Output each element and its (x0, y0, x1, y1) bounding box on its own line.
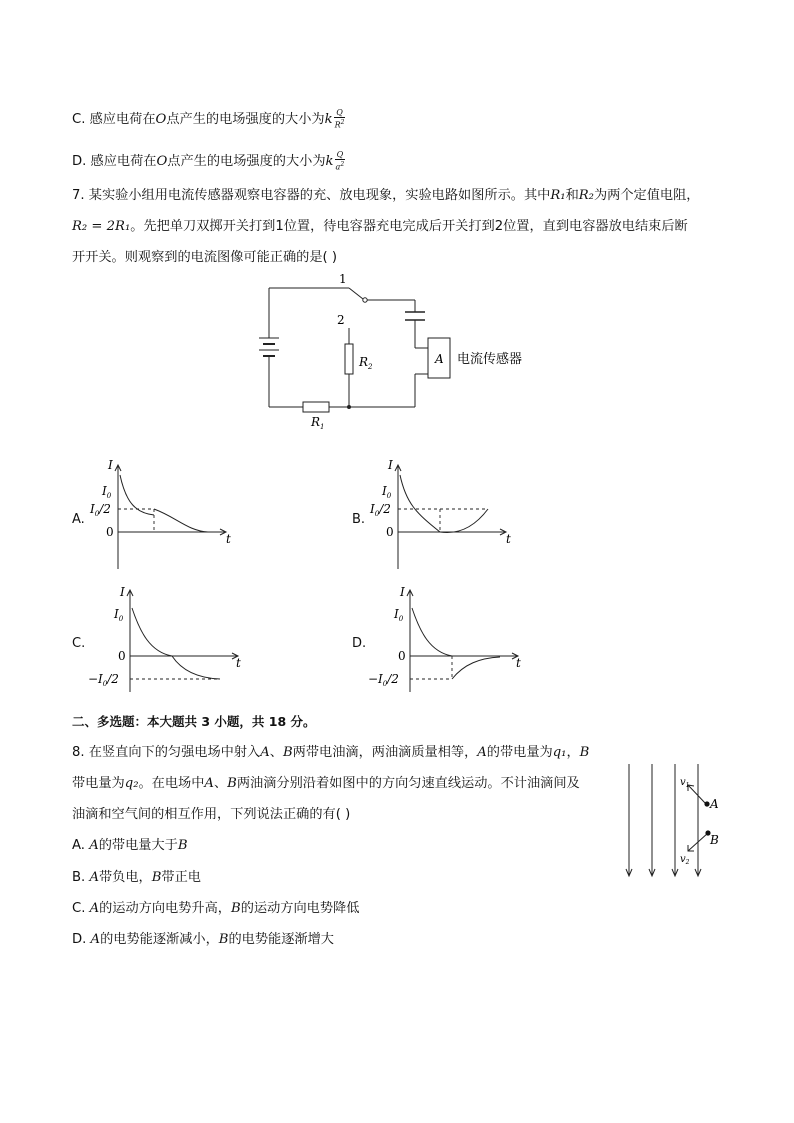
droplet-a (704, 801, 709, 806)
i0-tick-label: $I_0$ (382, 484, 392, 500)
q8-stem-line2: 带电量为q₂。在电场中A、B两油滴分别沿着如图中的方向匀速直线运动。不计油滴间及 (72, 776, 580, 791)
switch-position-1-label: 1 (339, 272, 347, 286)
v2-label: $v_2$ (680, 854, 690, 866)
i0-tick-label: $I_0$ (102, 484, 112, 500)
r1-label: $R_1$ (311, 415, 325, 431)
origin-label: 0 (386, 525, 394, 539)
i0-tick-label: $I_0$ (114, 607, 124, 623)
switch-position-2-label: 2 (337, 313, 345, 327)
q7-graph-c (84, 582, 254, 697)
section-2-header: 二、多选题：本大题共 3 小题，共 18 分。 (72, 714, 316, 729)
q7-circuit-diagram (255, 270, 555, 435)
neg-half-tick-label: $-I_0/2$ (368, 672, 399, 688)
current-sensor-label: 电流传感器 (457, 352, 523, 367)
q8-option-c: C. A的运动方向电势升高，B的运动方向电势降低 (72, 901, 360, 916)
droplet-a-label: A (710, 797, 719, 811)
x-axis-label: t (516, 656, 521, 670)
q7-option-a-label: A. (72, 512, 85, 527)
q8-electric-field-figure (618, 760, 728, 885)
battery-icon (259, 338, 279, 356)
half-tick-label: $I_0/2$ (90, 502, 111, 518)
origin-label: 0 (398, 649, 406, 663)
q7-option-b-label: B. (352, 512, 366, 527)
q8-stem-line3: 油滴和空气间的相互作用，下列说法正确的有( ) (72, 807, 351, 822)
droplet-b-label: B (710, 833, 719, 847)
q8-stem-line1: 8. 在竖直向下的匀强电场中射入A、B两带电油滴，两油滴质量相等，A的带电量为q₁，B (72, 745, 590, 760)
x-axis-label: t (226, 532, 231, 546)
y-axis-label: I (108, 458, 113, 472)
half-tick-label: $I_0/2$ (370, 502, 391, 518)
y-axis-label: I (120, 585, 125, 599)
i0-tick-label: $I_0$ (394, 607, 404, 623)
r2-label: $R_2$ (359, 355, 373, 371)
q7-graph-b (364, 455, 524, 575)
q7-graph-a (84, 455, 244, 575)
neg-half-tick-label: $-I_0/2$ (88, 672, 119, 688)
y-axis-label: I (388, 458, 393, 472)
origin-label: 0 (106, 525, 114, 539)
q7-graph-d (364, 582, 534, 697)
x-axis-label: t (506, 532, 511, 546)
q7-stem-line3: 开开关。则观察到的电流图像可能正确的是( ) (72, 250, 338, 265)
q6-option-c: C. 感应电荷在O点产生的电场强度的大小为k $\frac{Q}{R^2}$ (72, 108, 345, 130)
q7-option-d-label: D. (352, 636, 367, 651)
q7-stem-line2: R₂ = 2R₁。先把单刀双掷开关打到1位置，待电容器充电完成后开关打到2位置，直到电容器放电结束后断 (72, 219, 688, 234)
field-lines (626, 764, 708, 876)
x-axis-label: t (236, 656, 241, 670)
capacitor-icon (405, 312, 425, 320)
q8-option-b: B. A带负电，B带正电 (72, 870, 201, 885)
q6-c-fraction: $\frac{Q}{R^2}$ (334, 108, 345, 130)
q7-stem-line1: 7. 某实验小组用电流传感器观察电容器的充、放电现象，实验电路如图所示。其中R₁和R₂为两个定值电阻， (72, 188, 700, 203)
q6-option-d: D. 感应电荷在O点产生的电场强度的大小为k $\frac{Q}{a^2}$ (72, 150, 345, 172)
q7-option-c-label: C. (72, 636, 86, 651)
q8-option-d: D. A的电势能逐渐减小，B的电势能逐渐增大 (72, 932, 334, 947)
q8-option-a: A. A的带电量大于B (72, 838, 188, 853)
v1-label: $v_1$ (680, 777, 690, 789)
origin-label: 0 (118, 649, 126, 663)
q6-d-fraction: $\frac{Q}{a^2}$ (335, 150, 345, 172)
ammeter-label: A (435, 352, 444, 366)
y-axis-label: I (400, 585, 405, 599)
